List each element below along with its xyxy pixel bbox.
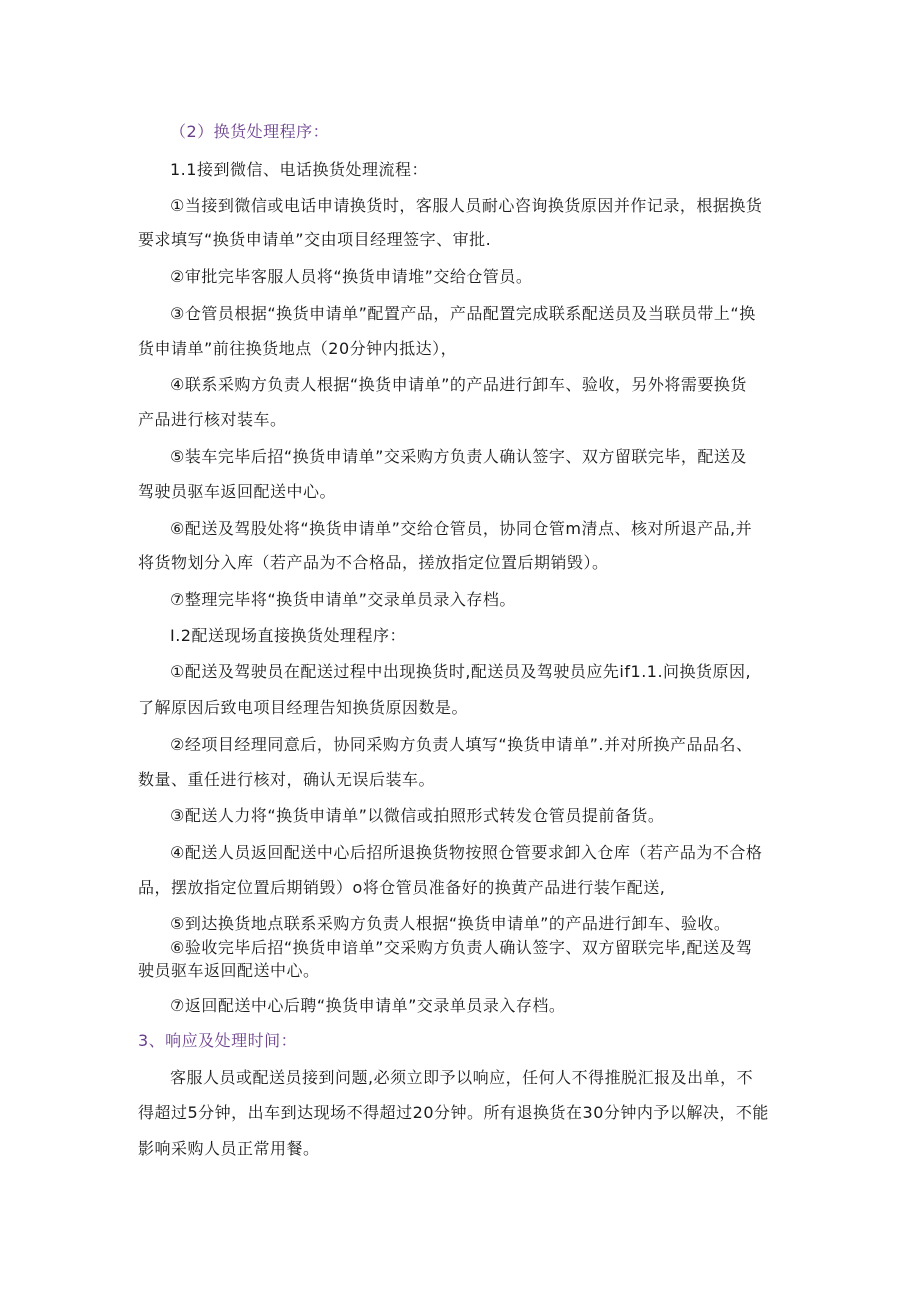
- sec11-step1-line1: ①当接到微信或电话申请换货时，客服人员耐心咨询换货原因并作记录，根据换货: [170, 196, 763, 215]
- sec12-step6-line1: ⑥验收完毕后招“换货申谙单”交采购方负责人确认签字、双方留联完毕,配送及驾: [170, 938, 753, 957]
- sec12-step5: ⑤到达换货地点联系采购方负责人根据“换货申请单”的产品进行卸车、验收。: [170, 914, 731, 933]
- sec11-step6-line1: ⑥配送及驾股处将“换货申请单”交给仓管员，协同仓管m清点、核对所退产品,并: [170, 519, 753, 538]
- sec11-step5-line2: 驾驶员驱车返回配送中心。: [138, 482, 337, 501]
- sec11-step4-line2: 产品进行核对装车。: [138, 410, 287, 429]
- heading-exchange-procedure: （2）换货处理程序：: [170, 122, 330, 141]
- sec12-step7: ⑦返回配送中心后聘“换货申请单”交录单员录入存档。: [170, 996, 566, 1015]
- response-line2: 得超过5分钟，出车到达现场不得超过20分钟。所有退换货在30分钟内予以解决，不能: [138, 1103, 769, 1122]
- response-line3: 影响采购人员正常用餐。: [138, 1139, 320, 1158]
- sec12-step6-line2: 驶员驱车返回配送中心。: [138, 961, 320, 980]
- sec12-step1-line2: 了解原因后致电项目经理告知换货原因数是。: [138, 698, 469, 717]
- sec11-step1-line2: 要求填写“换货申请单”交由项目经理签字、审批.: [138, 230, 492, 249]
- sec12-step4-line1: ④配送人员返回配送中心后招所退换货物按照仓管要求卸入仓库（若产品为不合格: [170, 843, 763, 862]
- sec11-step6-line2: 将货物划分入库（若产品为不合格品，搓放指定位置后期销毁）。: [138, 553, 609, 572]
- sec11-step7: ⑦整理完毕将“换货申请单”交录单员录入存档。: [170, 590, 516, 609]
- response-line1: 客服人员或配送员接到问题,必须立即予以响应，任何人不得推脱汇报及出单，不: [170, 1068, 754, 1087]
- sec11-step2: ②审批完毕客服人员将“换货申请堆”交给仓管员。: [170, 267, 533, 286]
- heading-response-time: 3、响应及处理时间：: [138, 1031, 298, 1050]
- section-1-2-title: I.2配送现场直接换货处理程序：: [170, 626, 406, 645]
- sec11-step4-line1: ④联系采购方负责人根据“换货申请单”的产品进行卸车、验收，另外将需要换货: [170, 375, 747, 394]
- sec11-step3-line1: ③仓管员根据“换货申请单”配置产品，产品配置完成联系配送员及当联员带上“换: [170, 304, 756, 323]
- sec12-step2-line1: ②经项目经理同意后，协同采购方负责人填写“换货申请单”.并对所换产品品名、: [170, 735, 753, 754]
- sec11-step3-line2: 货申请单”前往换货地点（20分钟内抵达），: [138, 339, 458, 358]
- section-1-1-title: 1.1接到微信、电话换货处理流程：: [170, 160, 428, 179]
- sec11-step5-line1: ⑤装车完毕后招“换货申请单”交采购方负责人确认签字、双方留联完毕，配送及: [170, 447, 747, 466]
- sec12-step3: ③配送人力将“换货申请单”以微信或拍照形式转发仓管员提前备货。: [170, 806, 665, 825]
- sec12-step2-line2: 数量、重任进行核对，确认无误后装车。: [138, 770, 436, 789]
- sec12-step1-line1: ①配送及驾驶员在配送过程中出现换货时,配送员及驾驶员应先if1.1.问换货原因,: [170, 662, 752, 681]
- sec12-step4-line2: 品，摆放指定位置后期销毁）o将仓管员准备好的换黄产品进行装乍配送,: [138, 878, 666, 897]
